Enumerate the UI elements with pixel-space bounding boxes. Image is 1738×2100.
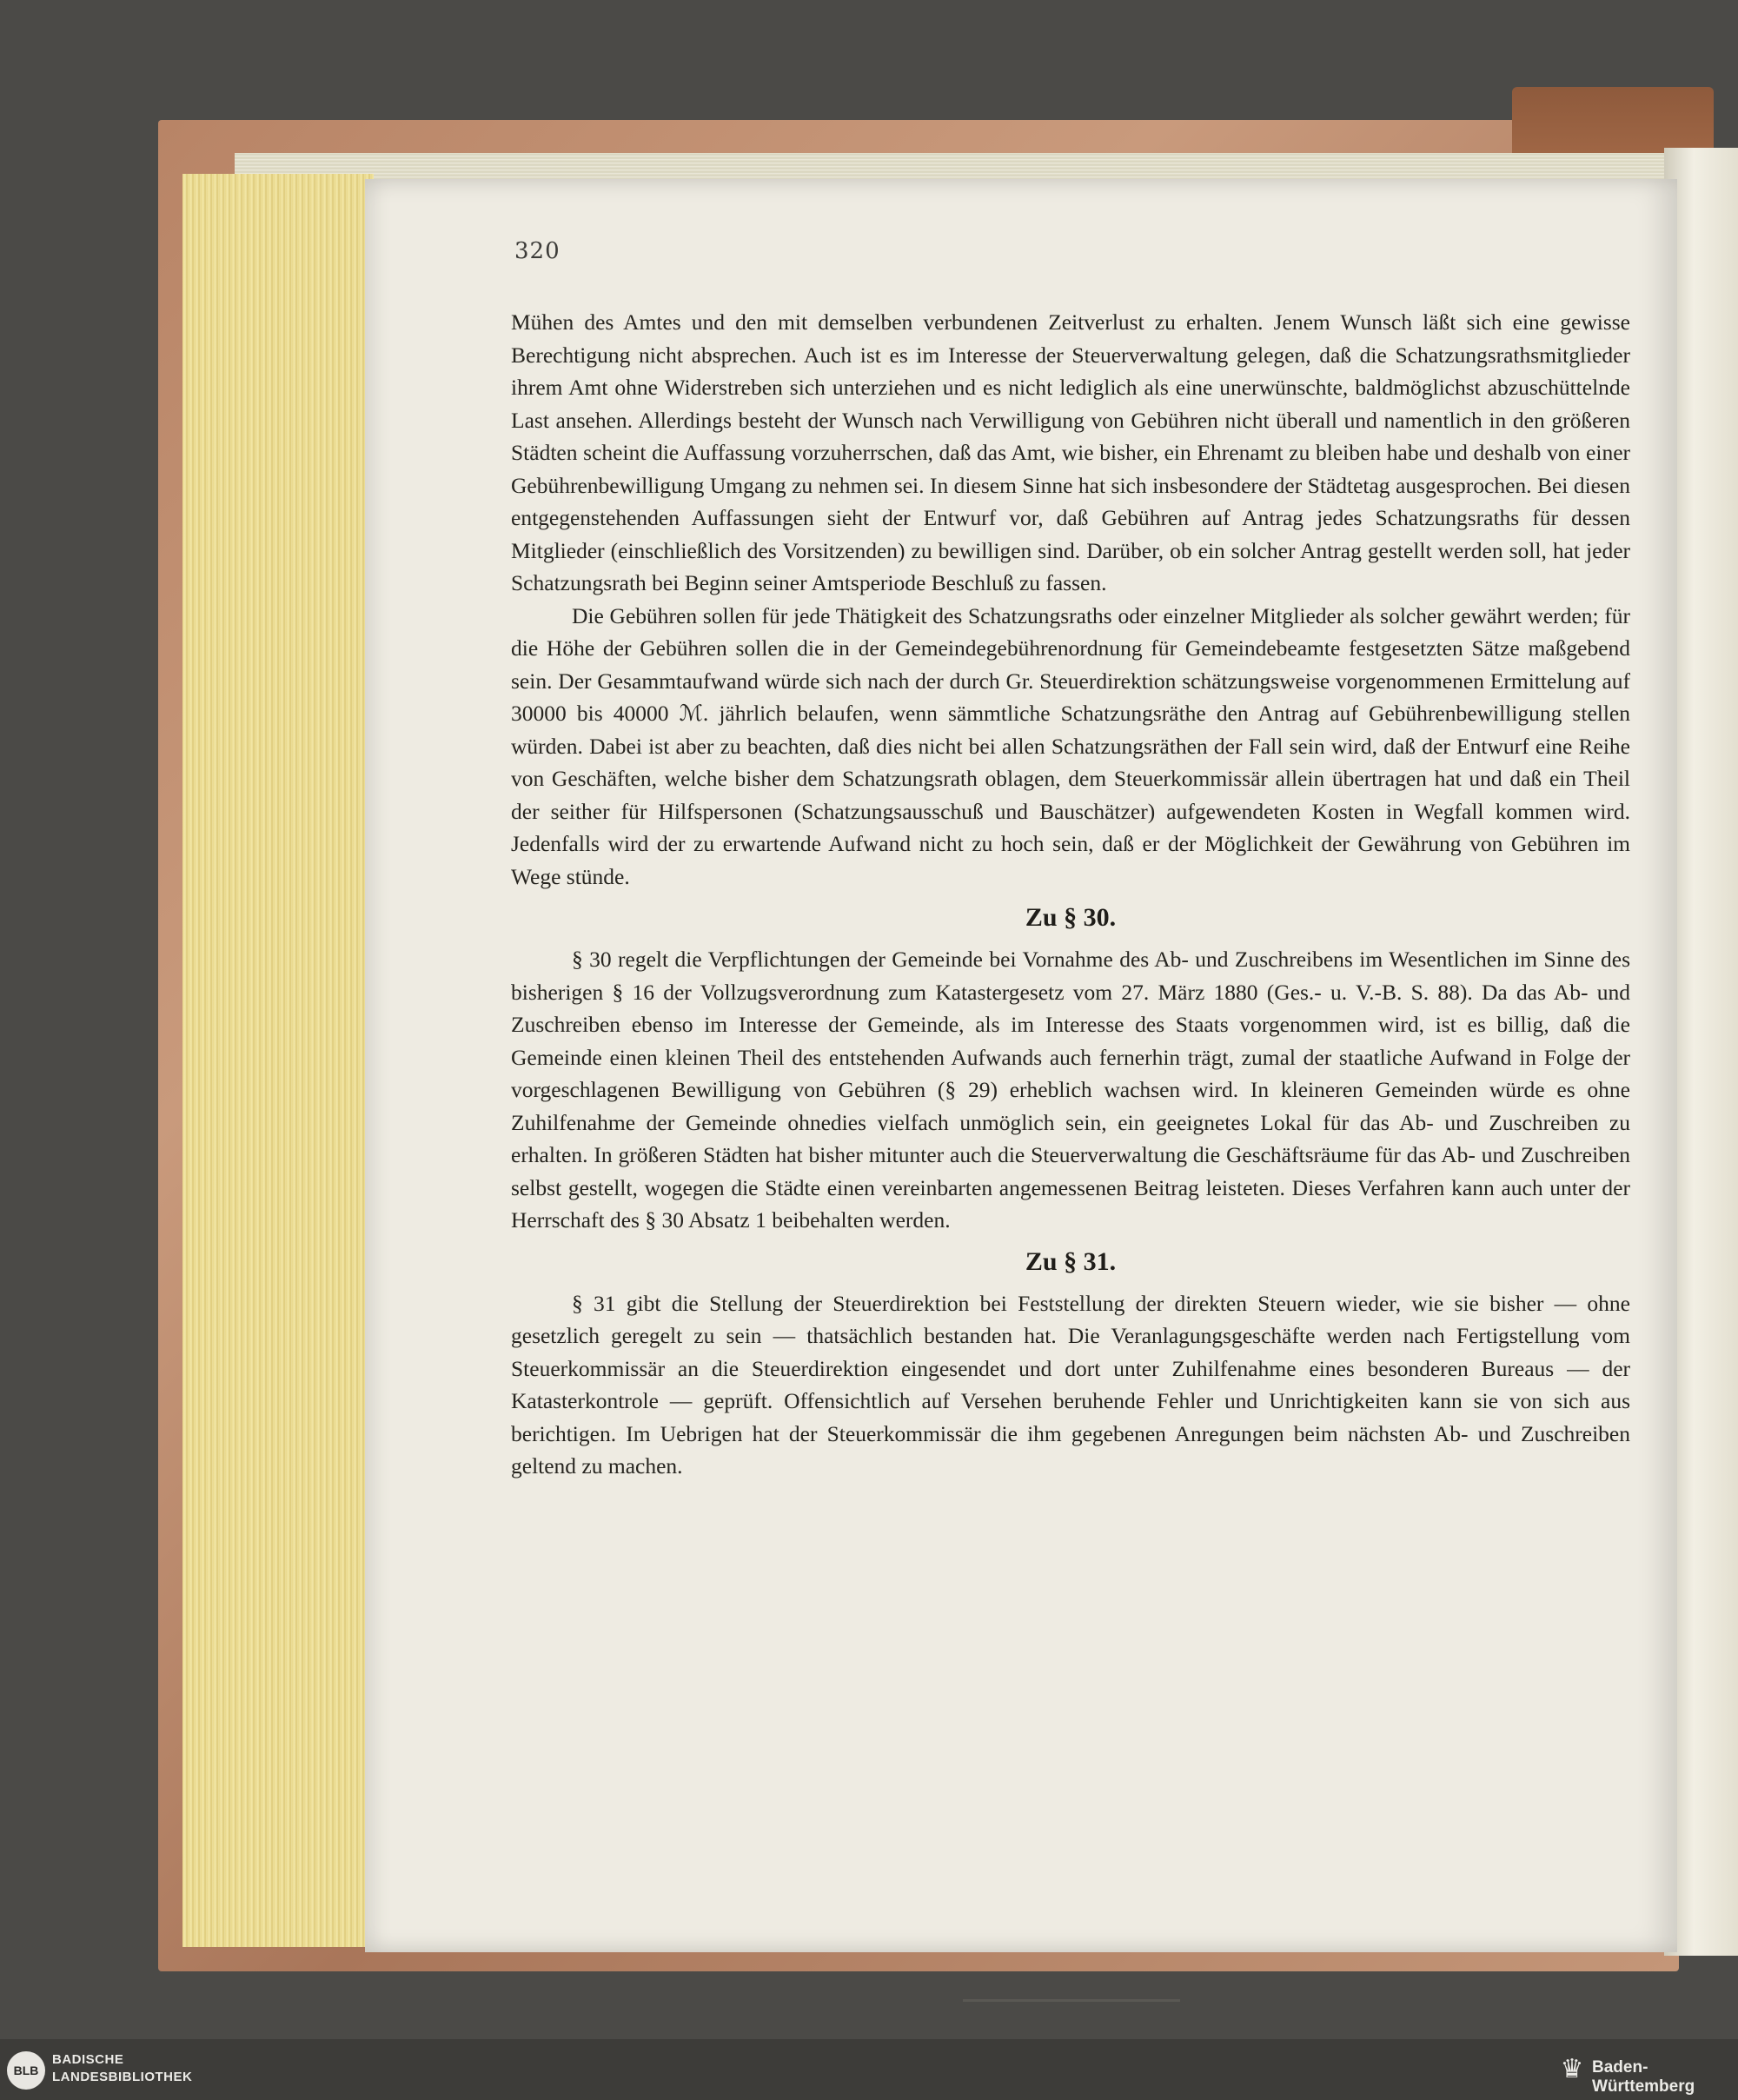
library-name-line2: LANDESBIBLIOTHEK xyxy=(52,2070,193,2084)
closing-rule xyxy=(963,1999,1180,2002)
coat-of-arms-icon[interactable]: ♛ xyxy=(1560,2055,1584,2083)
page-edges-left xyxy=(182,174,374,1947)
library-name[interactable] xyxy=(52,2051,192,2086)
section-heading: Zu § 30. xyxy=(1025,903,1117,932)
page-text xyxy=(511,306,1630,1483)
library-name-line1: BADISCHE xyxy=(52,2052,124,2067)
state-label[interactable]: Baden-Württemberg xyxy=(1592,2058,1695,2096)
paragraph: Die Gebühren sollen für jede Thätigkeit des Schatzungsraths oder einzelner Mitglieder als solcher gewährt werden; für die Höhe der Gebühren sollen die in der Gemeindegebührenordnung für Gemeindebeamte festgesetzten Sätze maßgebend sein. Der Gesammtaufwand würde sich nach der durch Gr. Steuerdirektion schätzungsweise vorgenommenen Ermittelung auf 30000 bis 40000 ℳ. jährlich belaufen, wenn sämmtliche Schatzungsräthe den Antrag auf Gebührenbewilligung stellen würden. Dabei ist aber zu beachten, daß dies nicht bei allen Schatzungsräthen der Fall sein wird, daß der Entwurf eine Reihe von Geschäften, welche bisher dem Schatzungsrath oblagen, dem Steuerkommissär allein übertragen hat und daß ein Theil der seither für Hilfspersonen (Schatzungsausschuß und Bauschätzer) aufgewendeten Kosten in Wegfall kommen wird. Jedenfalls wird der zu erwartende Aufwand nicht zu hoch sein, daß er der Möglichkeit der Gewährung von Gebühren im Wege stünde. xyxy=(511,602,1630,889)
page-number: 320 xyxy=(514,238,561,264)
paragraph: § 30 regelt die Verpflichtungen der Gemeinde bei Vornahme des Ab- und Zuschreibens im Wesentlichen im Sinne des bisherigen § 16 der Vollzugsverordnung zum Katastergesetz vom 27. März 1880 (Ges.- u. V.-B. S. 88). Da das Ab- und Zuschreiben ebenso im Interesse der Gemeinde, als im Interesse des Staats vorgenommen wird, ist es billig, daß die Gemeinde einen kleinen Theil des entstehenden Aufwands auch fernerhin trägt, zumal der staatliche Aufwand in Folge der vorgeschlagenen Bewilligung von Gebühren (§ 29) erheblich wachsen wird. In kleineren Gemeinden würde es ohne Zuhilfenahme der Gemeinde ohnedies vielfach unmöglich sein, ein geeignetes Lokal für das Ab- und Zuschreiben zu erhalten. In größeren Städten hat bisher mitunter auch die Steuerverwaltung die Geschäftsräume für das Ab- und Zuschreiben selbst gestellt, wogegen die Städte einen vereinbarten angemessenen Beitrag leisteten. Dieses Verfahren kann auch unter der Herrschaft des § 30 Absatz 1 beibehalten werden. xyxy=(511,947,1630,1233)
section-heading: Zu § 31. xyxy=(1025,1246,1117,1276)
footer-bar xyxy=(0,2039,1738,2100)
paragraph: § 31 gibt die Stellung der Steuerdirektion bei Feststellung der direkten Steuern wieder, wie sie bisher — ohne gesetzlich geregelt zu sein — thatsächlich bestanden hat. Die Veranlagungsgeschäfte werden nach Fertigstellung vom Steuerkommissär an die Steuerdirektion eingesendet und dort unter Zuhilfenahme eines besonderen Bureaus — der Katasterkontrole — geprüft. Offensichtlich auf Versehen beruhende Fehler und Unrichtigkeiten kann sie von sich aus berichtigen. Im Uebrigen hat der Steuerkommissär die ihm gegebenen Anregungen beim nächsten Ab- und Zuschreiben geltend zu machen. xyxy=(511,1290,1630,1479)
page-edges-top xyxy=(235,153,1668,179)
blb-logo-icon[interactable]: BLB xyxy=(7,2051,45,2090)
paragraph: Mühen des Amtes und den mit demselben verbundenen Zeitverlust zu erhalten. Jenem Wunsch läßt sich eine gewisse Berechtigung nicht absprechen. Auch ist es im Interesse der Steuerverwaltung gelegen, daß die Schatzungsrathsmitglieder ihrem Amt ohne Widerstreben sich unterziehen und es nicht lediglich als eine unerwünschte, baldmöglichst abzuschüttelnde Last ansehen. Allerdings besteht der Wunsch nach Verwilligung von Gebühren nicht überall und namentlich in den größeren Städten scheint die Auffassung vorzuherrschen, daß das Amt, wie bisher, ein Ehrenamt zu bleiben habe und deshalb von einer Gebührenbewilligung Umgang zu nehmen sei. In diesem Sinne hat sich insbesondere der Städtetag ausgesprochen. Bei diesen entgegenstehenden Auffassungen sieht der Entwurf vor, daß Gebühren auf Antrag jedes Schatzungsraths für dessen Mitglieder (einschließlich des Vorsitzenden) zu bewilligen sind. Darüber, ob ein solcher Antrag gestellt werden soll, hat jeder Schatzungsrath bei Beginn seiner Amtsperiode Beschluß zu fassen. xyxy=(511,309,1630,595)
